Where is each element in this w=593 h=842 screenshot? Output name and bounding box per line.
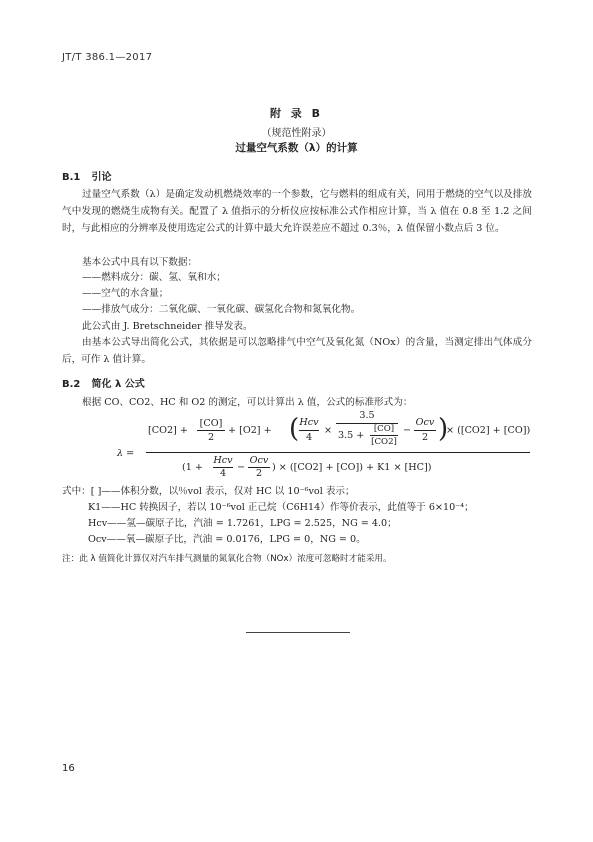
fraction-co-top: [CO] bbox=[199, 418, 223, 429]
section-b1-paragraph-2 bbox=[62, 254, 532, 271]
paragraph-text: 根据 CO、CO2、HC 和 O2 的测定，可以计算出 λ 值，公式的标准形式为： bbox=[82, 397, 413, 408]
hcv-bottom: 4 bbox=[305, 432, 313, 443]
list-item: ——排放气成分：二氧化碳、一氧化碳、碳氢化合物和氮氧化物。 bbox=[82, 304, 361, 315]
times-sign: × bbox=[324, 425, 333, 436]
denominator-tail: ) × ([CO2] + [CO]) + K1 × [HC]) bbox=[272, 462, 432, 473]
where-k1: K1——HC 转换因子，若以 10⁻⁶vol 正己烷（C6H14）作等价表示，此值等于 6×10⁻⁴； bbox=[88, 502, 474, 513]
main-fraction-bar bbox=[146, 452, 530, 453]
paragraph-text: 过量空气系数（λ）是确定发动机燃烧效率的一个参数，它与燃料的组成有关，同用于燃烧的空气以及排放气中发现的燃烧生成物有关。配置了 λ 值指示的分析仪应按标准公式作相应计算，当 λ 值在 0.8 至 1.2 之间时，与此相应的分辨率及使用选定公式的计算中最大允许误差应不超过 0.3％，λ 值保留小数点后 3 位。 bbox=[62, 189, 532, 234]
section-b1-paragraph-4 bbox=[62, 334, 532, 368]
section-b1-paragraph-3 bbox=[62, 318, 532, 335]
numerator-tail: × ([CO2] + [CO]) bbox=[446, 425, 531, 436]
paren-close-icon: ) bbox=[438, 414, 449, 444]
ratio-top: 3.5 bbox=[359, 410, 375, 421]
section-b1-heading bbox=[62, 168, 111, 183]
den-ocv-top: Ocv bbox=[249, 455, 269, 466]
inner-co2: [CO2] bbox=[371, 437, 397, 447]
den-hcv-bottom: 4 bbox=[219, 468, 227, 479]
den-minus: − bbox=[237, 462, 246, 473]
minus-sign: − bbox=[403, 425, 412, 436]
fraction-bar bbox=[370, 435, 398, 436]
appendix-heading: 过量空气系数（λ）的计算 bbox=[235, 142, 358, 154]
numerator-co2: [CO2] + bbox=[148, 425, 188, 436]
lambda-label: λ = bbox=[117, 448, 135, 459]
where-ocv: Ocv——氧—碳原子比，汽油 = 0.0176，LPG = 0，NG = 0。 bbox=[88, 534, 366, 545]
inner-co: [CO] bbox=[373, 424, 395, 434]
denominator-open: (1 + bbox=[182, 462, 203, 473]
appendix-subtitle: （规范性附录） bbox=[261, 128, 332, 139]
section-number: B.1 bbox=[62, 172, 81, 183]
section-b2-heading bbox=[62, 375, 145, 390]
page-number: 16 bbox=[62, 763, 75, 774]
fraction-bar bbox=[299, 430, 319, 431]
where-hcv: Hcv——氢—碳原子比，汽油 = 1.7261，LPG = 2.525，NG = 4.0； bbox=[88, 518, 397, 529]
paragraph-text: 此公式由 J. Bretschneider 推导发表。 bbox=[82, 321, 253, 332]
end-rule bbox=[246, 632, 350, 633]
note-text: 注：此 λ 值简化计算仅对汽车排气测量的氮氧化合物（NOx）浓度可忽略时才能采用。 bbox=[62, 554, 392, 564]
fraction-bar bbox=[197, 430, 225, 431]
standard-code: JT/T 386.1—2017 bbox=[62, 52, 153, 63]
section-b2-intro bbox=[62, 394, 532, 411]
where-brackets: 式中：[ ]——体积分数，以％vol 表示，仅对 HC 以 10⁻⁶vol 表示； bbox=[62, 486, 355, 497]
paren-open-icon: ( bbox=[289, 414, 300, 444]
ratio-bottom-constant: 3.5 + bbox=[338, 430, 365, 441]
den-ocv-bottom: 2 bbox=[255, 468, 263, 479]
ocv-top: Ocv bbox=[415, 417, 435, 428]
den-hcv-top: Hcv bbox=[213, 455, 233, 466]
ocv-bottom: 2 bbox=[421, 432, 429, 443]
data-list bbox=[82, 270, 360, 318]
section-number: B.2 bbox=[62, 379, 81, 390]
paragraph-text: 基本公式中具有以下数据： bbox=[82, 257, 198, 268]
section-title: 引论 bbox=[91, 172, 112, 183]
section-b1-paragraph-1 bbox=[62, 186, 532, 237]
hcv-top: Hcv bbox=[299, 417, 319, 428]
lambda-formula bbox=[62, 410, 532, 480]
list-item: ——燃料成分：碳、氢、氧和水； bbox=[82, 272, 226, 283]
appendix-title: 附 录 B bbox=[269, 107, 324, 120]
fraction-bar bbox=[414, 430, 436, 431]
paragraph-text: 由基本公式导出简化公式，其依据是可以忽略排气中空气及氧化氮（NOx）的含量，当测定排出气体成分后，可作 λ 值计算。 bbox=[62, 337, 532, 365]
section-title: 简化 λ 公式 bbox=[91, 379, 145, 390]
numerator-o2: + [O2] + bbox=[228, 425, 272, 436]
fraction-co-bottom: 2 bbox=[207, 432, 215, 443]
list-item: ——空气的水含量； bbox=[82, 288, 169, 299]
